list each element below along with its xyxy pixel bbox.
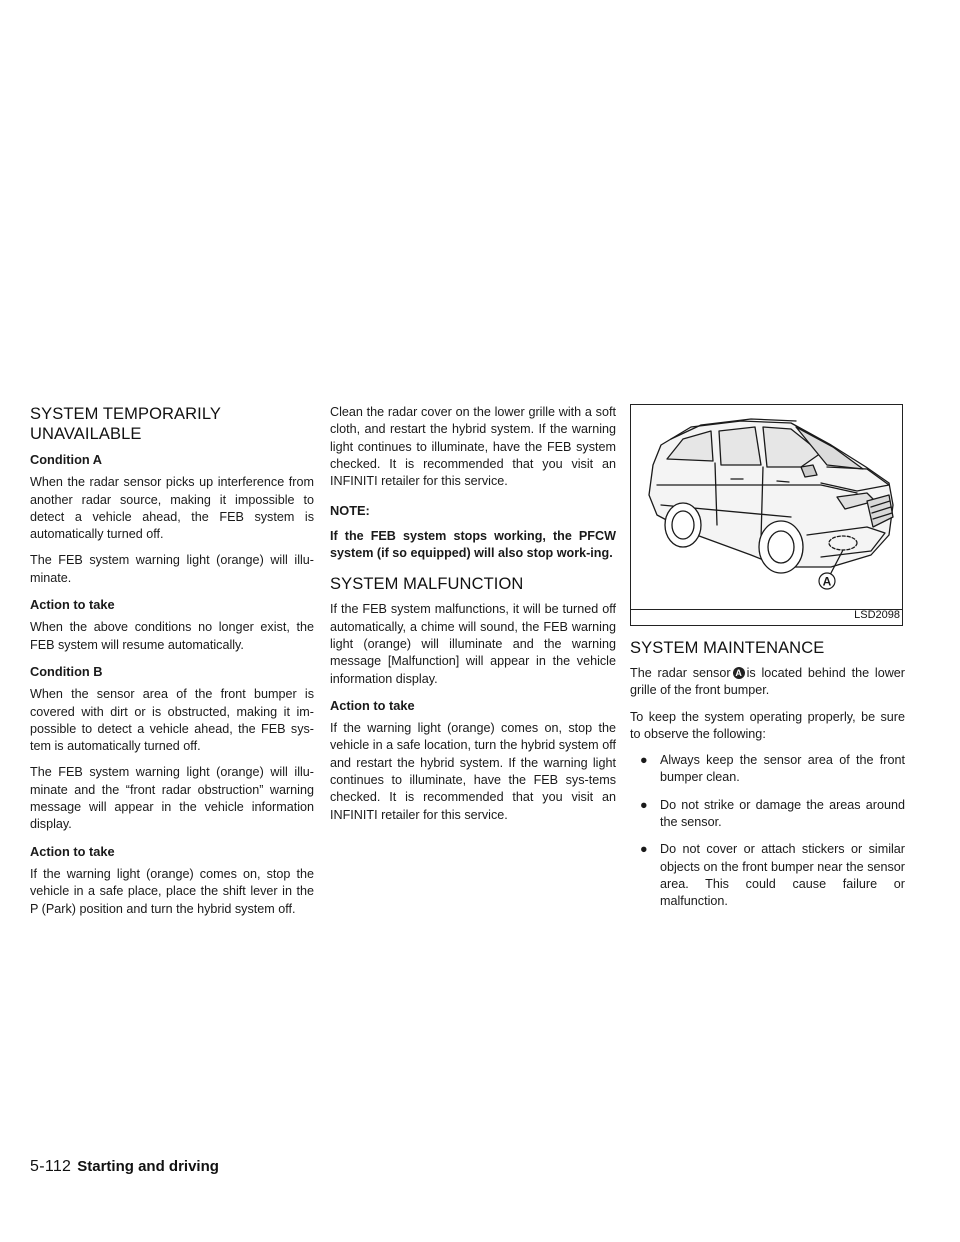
vehicle-illustration <box>630 404 903 626</box>
paragraph: Clean the radar cover on the lower grille with a soft cloth, and restart the hybrid system. If the warning light continues to illuminate, have the FEB system checked. It is recommended that you visit an INFINITI retailer for this service. <box>330 405 616 489</box>
subheading-condition-a: Condition A <box>30 452 103 467</box>
list-item <box>640 841 905 910</box>
paragraph: When the radar sensor picks up interference from another radar source, making it impossible to detect a vehicle ahead, the FEB system is automatically turned off. <box>30 475 314 542</box>
page-number: 5-112 <box>30 1158 72 1175</box>
subheading-condition-b: Condition B <box>30 663 103 679</box>
paragraph: If the warning light (orange) comes on, stop the vehicle in a safe place, place the shift lever in the P (Park) position and turn the hybrid system off. <box>30 866 314 916</box>
list-item <box>640 797 905 832</box>
subheading-action-to-take: Action to take <box>30 843 115 859</box>
heading-system-temporarily-unavailable: SYSTEM TEMPORARILY UNAVAILABLE <box>30 405 221 443</box>
note-label: NOTE: <box>330 503 370 519</box>
callout-a-label: A <box>822 574 832 589</box>
column-right <box>630 404 905 921</box>
bullet-icon: ● <box>640 753 648 768</box>
paragraph: The FEB system warning light (orange) will illu-minate and the “front radar obstruction” warning message will appear in the vehicle information display. <box>30 765 314 832</box>
maintenance-list <box>630 752 905 910</box>
column-left <box>30 404 314 927</box>
subheading-action-to-take: Action to take <box>330 697 415 713</box>
callout-a-icon: A <box>733 667 745 679</box>
bullet-icon: ● <box>640 797 648 812</box>
paragraph: If the FEB system malfunctions, it will be turned off automatically, a chime will sound, the FEB warning light (orange) will illuminate and the warning message [Malfunction] will appear in the vehicle information display. <box>330 602 616 686</box>
paragraph: When the above conditions no longer exist, the FEB system will resume automatically. <box>30 620 314 652</box>
heading-system-maintenance: SYSTEM MAINTENANCE <box>630 639 825 657</box>
car-drawing <box>631 405 902 609</box>
section-title: Starting and driving <box>77 1158 219 1175</box>
list-item-text: Always keep the sensor area of the front bumper clean. <box>660 753 905 785</box>
page-footer <box>30 1158 219 1176</box>
list-item <box>640 752 905 787</box>
list-item-text: Do not strike or damage the areas around the sensor. <box>660 797 905 830</box>
bullet-icon: ● <box>640 842 648 857</box>
list-item-text: Do not cover or attach stickers or similar objects on the front bumper near the sensor area. This could cause failure or malfunction. <box>660 842 905 909</box>
subheading-action-to-take: Action to take <box>30 597 115 613</box>
paragraph: When the sensor area of the front bumper is covered with dirt or is obstructed, making it im-possible to detect a vehicle ahead, the FEB sys-tem is automatically turned off. <box>30 687 314 754</box>
paragraph: The FEB system warning light (orange) will illu-minate. <box>30 553 314 585</box>
heading-system-malfunction: SYSTEM MALFUNCTION <box>330 575 524 594</box>
paragraph: To keep the system operating properly, be sure to observe the following: <box>630 709 905 741</box>
paragraph: If the warning light (orange) comes on, stop the vehicle in a safe location, turn the hybrid system off and restart the hybrid system. If the warning light continues to illuminate, have the FEB sys-tems checked. It is recommended that you visit an INFINITI retailer for this service. <box>330 721 616 822</box>
column-middle <box>330 404 616 833</box>
text-fragment: The radar sensor <box>630 666 731 680</box>
text-fragment: is located behind the lower grille of the front bumper. <box>630 666 905 698</box>
figure-code: LSD2098 <box>854 608 900 621</box>
note-text: If the FEB system stops working, the PFCW system (if so equipped) will also stop work-ing. <box>330 528 616 561</box>
paragraph-radar-sensor <box>630 665 905 700</box>
